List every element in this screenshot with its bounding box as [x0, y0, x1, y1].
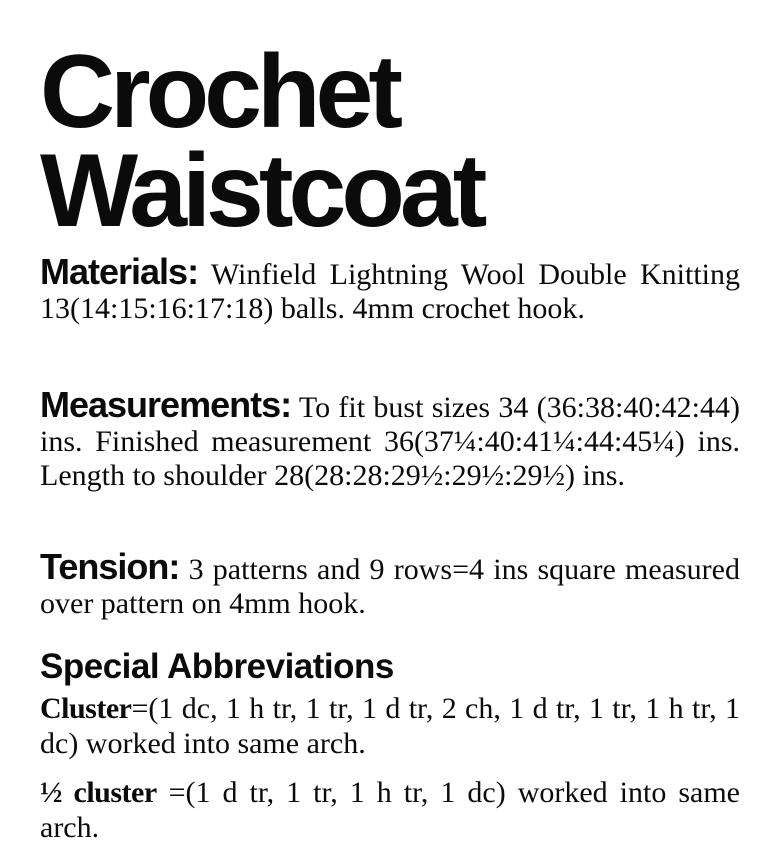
page-title-line-2: Waistcoat — [40, 133, 483, 249]
page-title-line-1: Crochet — [40, 34, 398, 150]
materials-text: Winfield Lightning Wool Double Knitting 13(14:15:16:17:18) balls. 4mm crochet hook. — [40, 258, 740, 325]
cluster-term: Cluster — [40, 692, 132, 725]
measurements-section — [40, 384, 740, 493]
half-cluster-definition — [40, 775, 740, 845]
tension-label: Tension: — [40, 546, 180, 587]
measurements-text: To fit bust sizes 34 (36:38:40:42:44) ins. Finished measurement 36(37¼:40:41¼:44:45¼) ins. Length to shoulder 28(28:28:29½:29½:29½) ins. — [40, 391, 740, 492]
cluster-text: =(1 dc, 1 h tr, 1 tr, 1 d tr, 2 ch, 1 d tr, 1 tr, 1 h tr, 1 dc) worked into same arch. — [40, 692, 740, 760]
half-cluster-text: =(1 d tr, 1 tr, 1 h tr, 1 dc) worked into same arch. — [40, 776, 740, 844]
half-cluster-term: ½ cluster — [40, 776, 157, 809]
special-abbreviations-heading: Special Abbreviations — [40, 647, 394, 686]
materials-section — [40, 251, 740, 326]
measurements-label: Measurements: — [40, 384, 292, 425]
materials-label: Materials: — [40, 251, 199, 292]
tension-text: 3 patterns and 9 rows=4 ins square measured over pattern on 4mm hook. — [40, 553, 740, 620]
tension-section — [40, 546, 740, 621]
cluster-definition — [40, 691, 740, 761]
